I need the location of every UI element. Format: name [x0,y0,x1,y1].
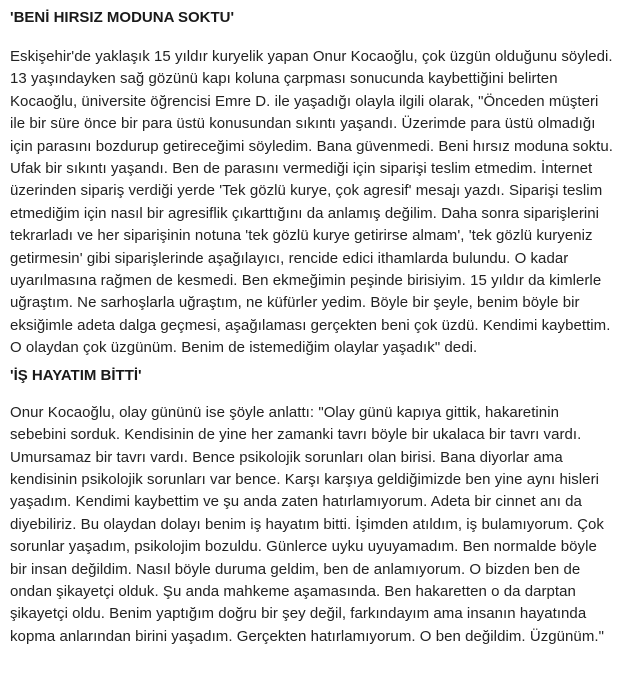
article-paragraph: Onur Kocaoğlu, olay gününü ise şöyle anlattı: "Olay günü kapıya gittik, hakaretinin sebebini sorduk. Kendisinin de yine her zamanki tavrı böyle bir ukalaca bir tavrı vardı. Umursamaz bir tavrı vardı. Bence psikolojik sorunları olan birisi. Bana diyorlar ama kendisinin psikolojik sorunları var bence. Karşı karşıya geldiğimizde ben yine aynı hisleri yaşadım. Kendimi kaybettim ve şu anda zaten hatırlamıyorum. Adeta bir cinnet anı da diyebiliriz. Bu olaydan dolayı benim iş hayatım bitti. İşimden atıldım, iş bulamıyorum. Çok sorunlar yaşadım, psikolojim bozuldu. Günlerce uyku uyuyamadım. Ben normalde böyle bir insan değildim. Nasıl böyle duruma geldim, ben de anlamıyorum. O bizden ben de ondan şikayetçi olduk. Şu anda mahkeme aşamasında. Ben hakaretten o da darptan şikayetçi oldu. Benim yaptığım doğru bir şey değil, farkındayım ama insanın hayatında kopma anlarından birini yaşadım. Gerçekten hatırlamıyorum. O ben değildim. Üzgünüm." [10,403,604,645]
section-heading: 'BENİ HIRSIZ MODUNA SOKTU' [10,9,235,26]
section-heading: 'İŞ HAYATIM BİTTİ' [10,366,142,384]
article-paragraph: Eskişehir'de yaklaşık 15 yıldır kuryelik yapan Onur Kocaoğlu, çok üzgün olduğunu söyledi. 13 yaşındayken sağ gözünü kapı koluna çarpması sonucunda kaybettiğini belirten Kocaoğlu, üniversite öğrencisi Emre D. ile yaşadığı olayla ilgili olarak, "Önceden müşteri ile bir süre önce bir para üstü konusundan sıkıntı yaşandı. Üzerimde para üstü olmadığı için parasını bozdurup getireceğimi söyledim. Bana güvenmedi. Beni hırsız moduna soktu. Ufak bir sıkıntı yaşandı. Ben de parasını vermediği için siparişi teslim etmedim. İnternet üzerinden sipariş verdiği yerde 'Tek gözlü kurye, çok agresif' mesajı yazdı. Siparişi teslim etmediğim için nasıl bir agresiflik çıkarttığını da anlamış değilim. Daha sonra siparişlerini tekrarladı ve her siparişinin notuna 'tek gözlü kurye getirirse almam', 'tek gözlü kuryeniz getirmesin' gibi siparişlerinde aşağılayıcı, rencide edici ithamlarda bulundu. O kadar uyarılmasına rağmen de kesmedi. Ben ekmeğimin peşinde birisiyim. 15 yıldır da kimlerle uğraştım. Ne sarhoşlarla uğraştım, ne küfürler yedim. Böyle bir şeyle, benim böyle bir eksiğimle adeta dalga geçmesi, aşağılaması gerçekten beni çok üzdü. Kendimi kaybettim. O olaydan çok üzgünüm. Benim de istemediğim olaylar yaşadık" dedi. [10,48,614,357]
